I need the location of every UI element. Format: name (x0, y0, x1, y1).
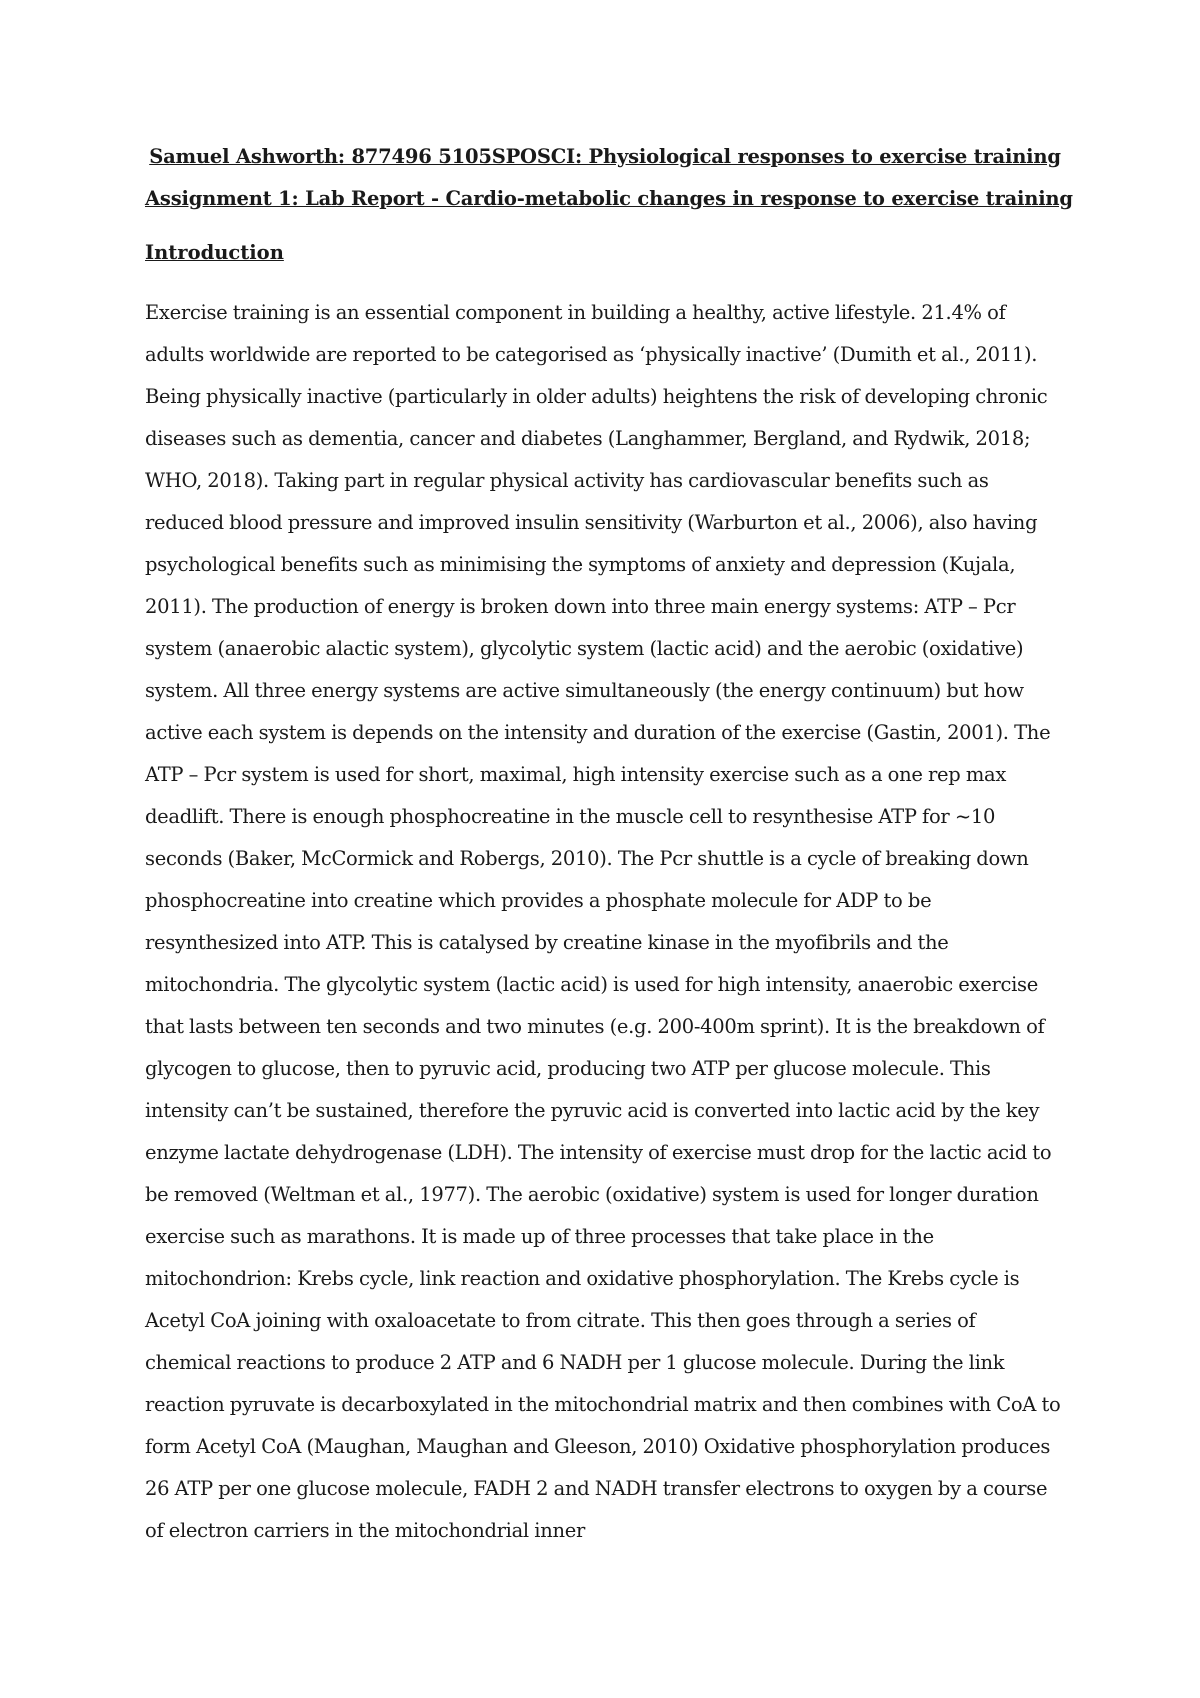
document-title-line-1: Samuel Ashworth: 877496 5105SPOSCI: Physiological responses to exercise training (149, 145, 1061, 168)
introduction-paragraph: Exercise training is an essential component in building a healthy, active lifestyle. 21.4% of adults worldwide are reported to be categorised as ‘physically inactive’ (Dumith et al., 2011). Being physically inactive (particularly in older adults) heightens the risk of developing chronic diseases such as dementia, cancer and diabetes (Langhammer, Bergland, and Rydwik, 2018; WHO, 2018). Taking part in regular physical activity has cardiovascular benefits such as reduced blood pressure and improved insulin sensitivity (Warburton et al., 2006), also having psychological benefits such as minimising the symptoms of anxiety and depression (Kujala, 2011). The production of energy is broken down into three main energy systems: ATP – Pcr system (anaerobic alactic system), glycolytic system (lactic acid) and the aerobic (oxidative) system. All three energy systems are active simultaneously (the energy continuum) but how active each system is depends on the intensity and duration of the exercise (Gastin, 2001). The ATP – Pcr system is used for short, maximal, high intensity exercise such as a one rep max deadlift. There is enough phosphocreatine in the muscle cell to resynthesise ATP for ~10 seconds (Baker, McCormick and Robergs, 2010). The Pcr shuttle is a cycle of breaking down phosphocreatine into creatine which provides a phosphate molecule for ADP to be resynthesized into ATP. This is catalysed by creatine kinase in the myofibrils and the mitochondria. The glycolytic system (lactic acid) is used for high intensity, anaerobic exercise that lasts between ten seconds and two minutes (e.g. 200-400m sprint). It is the breakdown of glycogen to glucose, then to pyruvic acid, producing two ATP per glucose molecule. This intensity can’t be sustained, therefore the pyruvic acid is converted into lactic acid by the key enzyme lactate dehydrogenase (LDH). The intensity of exercise must drop for the lactic acid to be removed (Weltman et al., 1977). The aerobic (oxidative) system is used for longer duration exercise such as marathons. It is made up of three processes that take place in the mitochondrion: Krebs cycle, link reaction and oxidative phosphorylation. The Krebs cycle is Acetyl CoA joining with oxaloacetate to from citrate. This then goes through a series of chemical reactions to produce 2 ATP and 6 NADH per 1 glucose molecule. During the link reaction pyruvate is decarboxylated in the mitochondrial matrix and then combines with CoA to form Acetyl CoA (Maughan, Maughan and Gleeson, 2010) Oxidative phosphorylation produces 26 ATP per one glucose molecule, FADH 2 and NADH transfer electrons to oxygen by a course of electron carriers in the mitochondrial inner (145, 301, 1061, 1542)
section-heading-introduction: Introduction (145, 241, 284, 264)
document-content (145, 136, 1073, 1552)
document-title-line-2: Assignment 1: Lab Report - Cardio-metabolic changes in response to exercise training (145, 187, 1073, 210)
